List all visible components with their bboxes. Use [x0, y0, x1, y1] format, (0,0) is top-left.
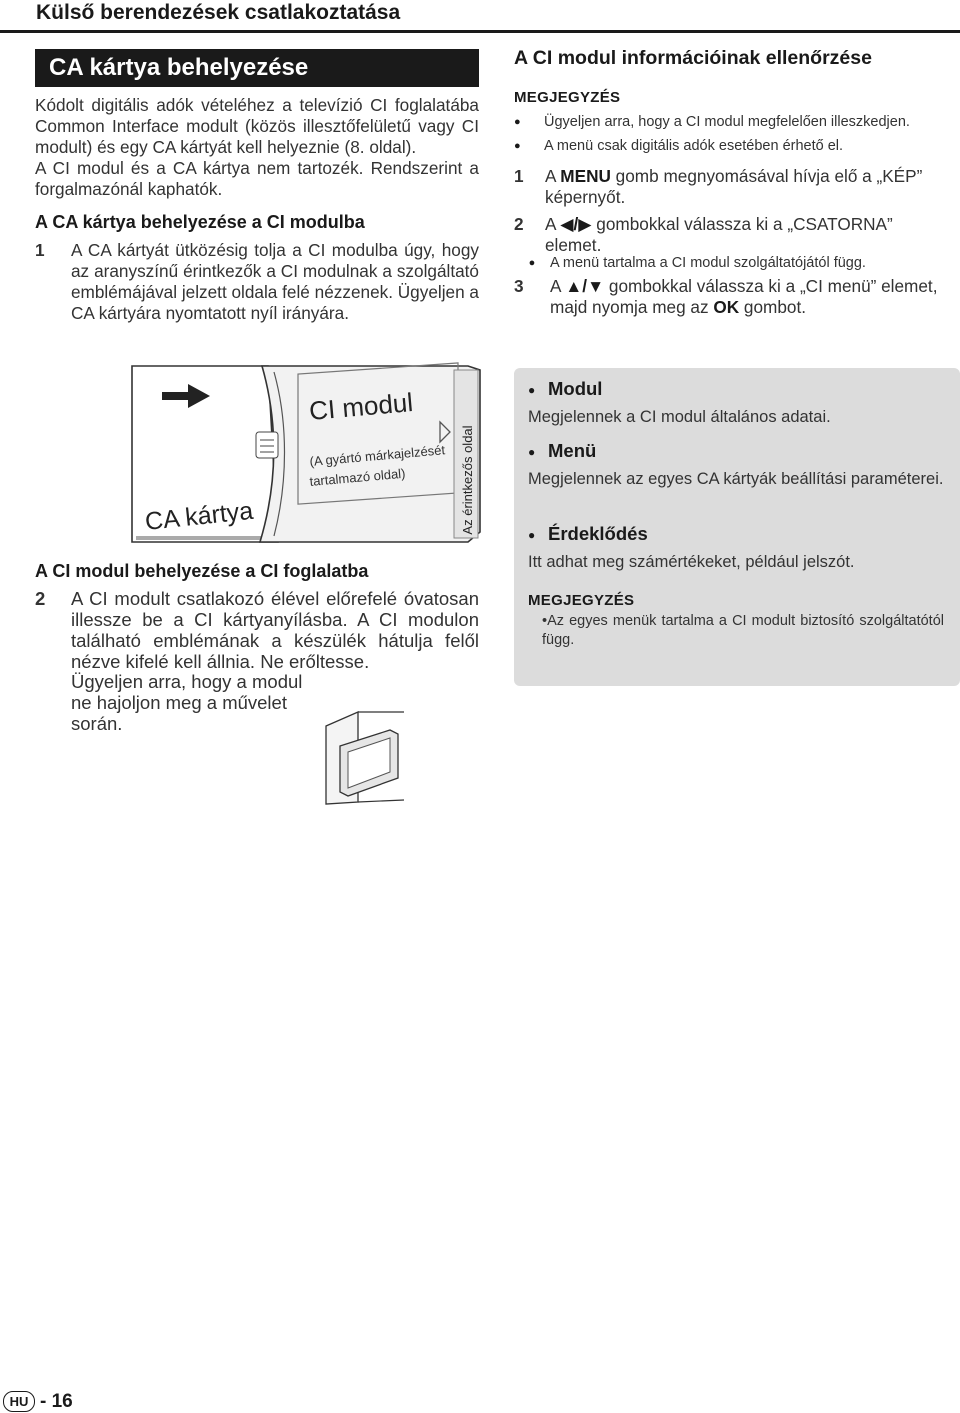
step-number: 2	[514, 214, 524, 234]
ci-module-sub2: tartalmazó oldal)	[308, 465, 407, 489]
page-number: - 16	[40, 1391, 73, 1412]
ci-module-label: CI modul	[307, 387, 415, 426]
note-text: Ügyeljen arra, hogy a CI modul megfelelően illeszkedjen.	[544, 114, 910, 130]
up-down-arrows-icon: ▲/▼	[565, 276, 605, 296]
erdeklodes-text: Itt adhat meg számértékeket, például jelszót.	[528, 553, 855, 571]
modul-text: Megjelennek a CI modul általános adatai.	[528, 408, 831, 426]
language-badge: HU	[3, 1391, 35, 1412]
page-title: Külső berendezések csatlakoztatása	[36, 1, 401, 24]
intro-text-2: A CI modul és a CA kártya nem tartozék. Rendszerint a forgalmazónál kaphatók.	[35, 158, 479, 199]
subsection-title-insert-card: A CA kártya behelyezése a CI modulba	[35, 212, 365, 232]
menu-info-box	[514, 368, 960, 686]
bullet-icon: ●	[514, 140, 521, 152]
note-text: A menü tartalma a CI modul szolgáltatójától függ.	[550, 255, 866, 271]
note-text: A menü csak digitális adók esetében érhető el.	[544, 138, 844, 154]
step-text: A CI modult csatlakozó élével előrefelé óvatosan illessze be a CI kártyanyílásba. A CI modulon található emblémának a készülék hátulja felől nézve kifelé kell állnia. Ne erőltesse.	[71, 588, 479, 672]
right-step-2-note	[514, 254, 960, 273]
erdeklodes-heading: ● Érdeklődés	[528, 523, 648, 547]
left-right-arrows-icon: ◀/▶	[560, 214, 592, 234]
box-note-heading: MEGJEGYZÉS	[528, 592, 635, 609]
ci-module-sub1: (A gyártó márkajelzését	[308, 442, 446, 469]
chip-contacts-icon	[256, 432, 278, 458]
menu-text: Megjelennek az egyes CA kártyák beállítási paraméterei.	[528, 470, 944, 488]
right-step-2	[514, 214, 942, 256]
ca-card-label: CA kártya	[143, 496, 255, 536]
step-text: A MENU gomb megnyomásával hívja elő a „KÉP” képernyőt.	[545, 166, 923, 207]
right-section-title: A CI modul információinak ellenőrzése	[514, 47, 872, 69]
intro-text-1: Kódolt digitális adók vételéhez a televízió CI foglalatába Common Interface modult (közös illesztőfelületű vagy CI modult) és egy CA kártyát kell helyeznie (8. oldal).	[35, 95, 479, 157]
step-2-module	[35, 588, 479, 672]
bullet-icon: ●	[528, 383, 536, 397]
step-text: A ▲/▼ gombokkal válassza ki a „CI menü” elemet, majd nyomja meg az OK gombot.	[550, 276, 938, 317]
step-1-card	[35, 240, 479, 324]
right-step-1	[514, 166, 942, 208]
box-note-text: •Az egyes menük tartalma a CI modult biztosító szolgáltatótól függ.	[542, 613, 944, 648]
step-2-warning: Ügyeljen arra, hogy a modul ne hajoljon meg a művelet során.	[71, 671, 303, 734]
step-number: 3	[514, 276, 524, 296]
step-number: 1	[514, 166, 524, 186]
contact-side-label: Az érintkezős oldal	[460, 425, 475, 535]
bullet-icon: ●	[528, 445, 536, 459]
note-bullet-2	[514, 137, 960, 156]
module-slot-illustration	[318, 708, 408, 808]
modul-heading: ● Modul	[528, 378, 602, 402]
ca-card-ci-module-illustration	[128, 362, 488, 550]
step-number: 2	[35, 588, 46, 609]
bullet-icon: ●	[514, 116, 521, 128]
section-header: CA kártya behelyezése	[35, 49, 479, 87]
subsection-title-insert-module: A CI modul behelyezése a CI foglalatba	[35, 561, 369, 581]
note-heading: MEGJEGYZÉS	[514, 89, 621, 106]
right-step-3	[514, 276, 960, 318]
note-bullet-1	[514, 113, 960, 132]
step-text: A CA kártyát ütközésig tolja a CI modulba úgy, hogy az aranyszínű érintkezők a CI modulnak a szolgáltató emblémájával jelzett oldala felé nézzenek. Ügyeljen a CA kártyára nyomtatott nyíl irányára.	[71, 240, 479, 323]
bullet-icon: ●	[528, 257, 536, 269]
step-text: A ◀/▶ gombokkal válassza ki a „CSATORNA” elemet.	[545, 214, 893, 255]
bullet-icon: ●	[528, 528, 536, 542]
menu-heading: ● Menü	[528, 440, 596, 464]
step-number: 1	[35, 240, 45, 260]
